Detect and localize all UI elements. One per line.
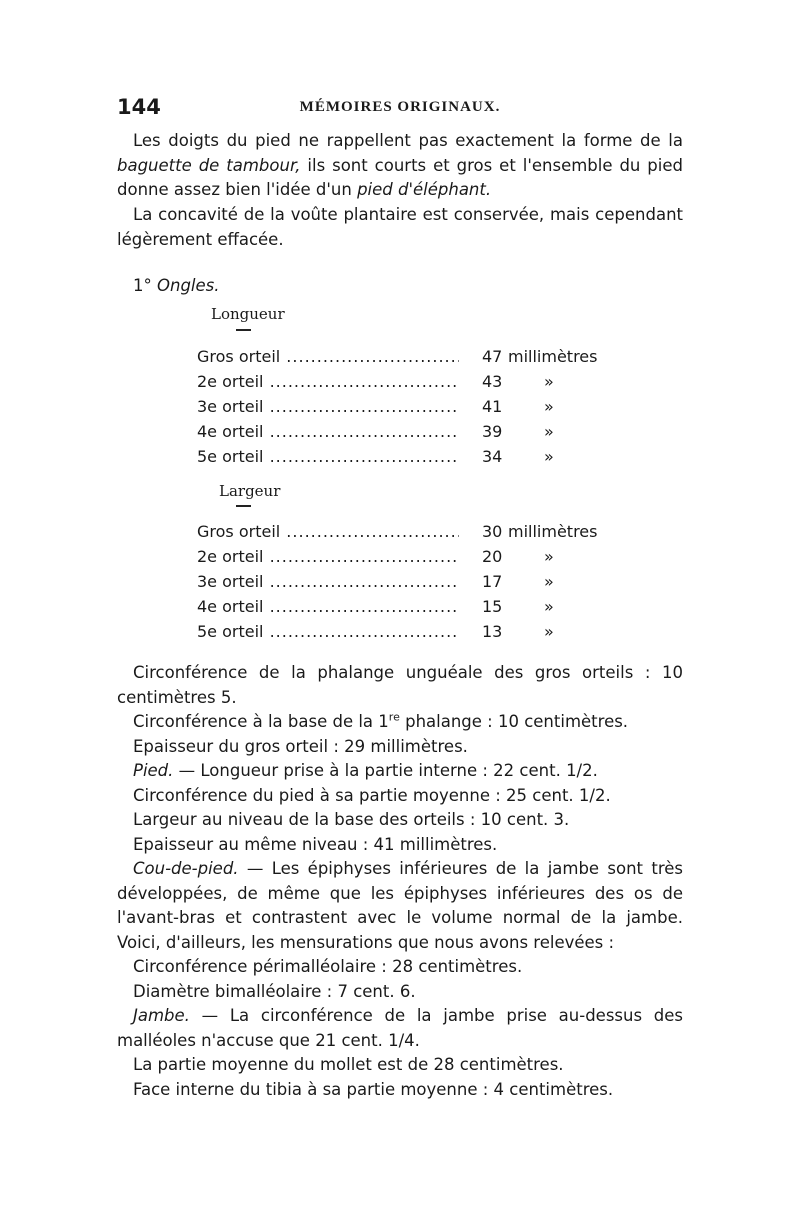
row-unit: millimètres: [508, 522, 598, 541]
measure-superscript: re: [388, 710, 400, 724]
row-value: 20: [482, 547, 503, 566]
measure-line: Face interne du tibia à sa partie moyenne : 4 centimètres.: [133, 1079, 614, 1099]
para1-italic-2: pied d'éléphant.: [357, 180, 492, 199]
measure-line: Circonférence de la phalange unguéale des gros orteils : 10 centimètres 5.: [117, 663, 683, 707]
section-number: 1°: [133, 276, 152, 295]
measure-line: [117, 1004, 683, 1053]
measure-line: La partie moyenne du mollet est de 28 centimètres.: [133, 1055, 564, 1074]
row-value: 30: [482, 522, 503, 541]
section-title: Ongles.: [157, 276, 220, 295]
measure-line: [117, 710, 683, 735]
measure-text: — Les épiphyses inférieures de la jambe sont très développées, de même que les épiphyses inférieures des os de l'avant-bras et contrastent avec le volume normal de la jambe. Voici, d'ailleurs, les mensurations que nous avons relevées :: [117, 859, 683, 952]
row-label: Gros orteil .....: [197, 344, 459, 369]
page-number: 144: [117, 95, 161, 119]
row-value: 13: [482, 622, 503, 641]
row-unit: »: [544, 447, 554, 466]
row-value: 34: [482, 447, 503, 466]
intro-paragraph-2: [117, 203, 683, 252]
measure-italic: Jambe.: [133, 1006, 190, 1025]
measure-line: [117, 857, 683, 955]
row-label: Gros orteil .....: [197, 519, 459, 544]
longueur-heading: Longueur: [211, 305, 285, 323]
measure-text-a: Circonférence à la base de la 1: [133, 712, 389, 731]
largeur-dash: [236, 505, 251, 507]
row-unit: »: [544, 547, 554, 566]
largeur-heading: Largeur: [219, 482, 281, 500]
row-unit: »: [544, 372, 554, 391]
para2-text: La concavité de la voûte plantaire est conservée, mais cependant légèrement effacée.: [117, 205, 683, 249]
row-value: 43: [482, 372, 503, 391]
para1-text-b: ils sont courts et gros et l'ensemble du pied donne assez bien l'idée d'un: [117, 155, 683, 199]
row-value: 47: [482, 347, 503, 366]
measure-italic: Pied.: [133, 761, 174, 780]
measure-line: Circonférence périmalléolaire : 28 centimètres.: [133, 957, 523, 976]
measure-italic: Cou-de-pied.: [133, 859, 239, 878]
para1-italic-1: baguette de tambour,: [117, 155, 301, 175]
measure-line: Circonférence du pied à sa partie moyenne : 25 cent. 1/2.: [133, 785, 611, 805]
row-label: 3e orteil .....: [197, 569, 459, 594]
measure-line: Epaisseur du gros orteil : 29 millimètres.: [133, 736, 468, 756]
row-label: 2e orteil .....: [197, 369, 459, 394]
measure-line: Diamètre bimalléolaire : 7 cent. 6.: [133, 981, 416, 1001]
measure-line: Epaisseur au même niveau : 41 millimètres.: [133, 834, 498, 854]
measure-text-b: phalange : 10 centimètres.: [399, 712, 629, 731]
row-unit: »: [544, 597, 554, 616]
row-label: 4e orteil .....: [197, 594, 459, 619]
measure-line: Largeur au niveau de la base des orteils : 10 cent. 3.: [133, 810, 570, 829]
row-value: 41: [482, 397, 503, 416]
row-unit: millimètres: [508, 347, 598, 366]
row-label: 2e orteil .....: [197, 544, 459, 569]
row-label: 5e orteil .....: [197, 444, 459, 469]
row-unit: »: [544, 422, 554, 441]
row-label: 5e orteil .....: [197, 619, 459, 644]
longueur-dash: [236, 329, 251, 331]
measure-text: — Longueur prise à la partie interne : 22 cent. 1/2.: [173, 761, 598, 780]
row-label: 3e orteil .....: [197, 394, 459, 419]
row-value: 17: [482, 572, 503, 591]
row-label: 4e orteil .....: [197, 419, 459, 444]
row-value: 39: [482, 422, 503, 441]
measure-line: [117, 759, 683, 784]
row-unit: »: [544, 572, 554, 591]
running-head: MÉMOIRES ORIGINAUX.: [299, 99, 501, 115]
intro-paragraph-1: [117, 129, 683, 203]
row-unit: »: [544, 397, 554, 416]
measure-text: — La circonférence de la jambe prise au-dessus des malléoles n'accuse que 21 cent. 1/4.: [117, 1006, 683, 1050]
page-header: [117, 95, 683, 125]
para1-text-a: Les doigts du pied ne rappellent pas exactement la forme de la: [133, 131, 683, 150]
measurements-text: [117, 661, 683, 1102]
row-unit: »: [544, 622, 554, 641]
section-heading: [133, 276, 220, 295]
row-value: 15: [482, 597, 503, 616]
